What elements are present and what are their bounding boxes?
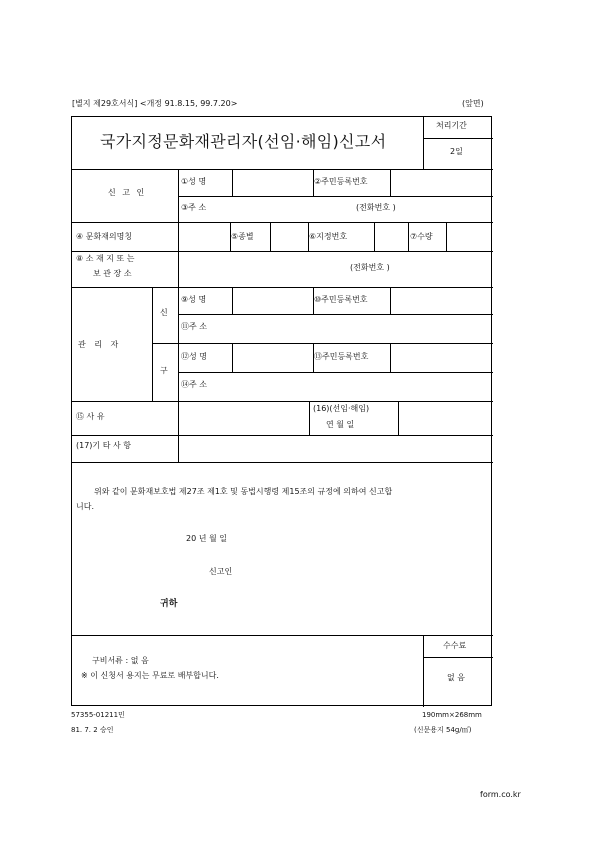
declaration-line2: 니다. — [76, 502, 94, 511]
new-manager-id-label: ⑩주민등록번호 — [314, 295, 368, 304]
location-phone-label: (전화번호 ) — [350, 263, 390, 272]
reporter-name-field[interactable] — [232, 169, 312, 195]
declaration-addressee: 귀하 — [160, 599, 178, 609]
old-manager-id-label: ⑬주민등록번호 — [314, 352, 369, 361]
appointment-date-label-line1: (16)(선임·해임) — [313, 404, 370, 413]
page-side: (앞면) — [462, 99, 484, 108]
manager-old-label: 구 — [160, 366, 168, 375]
form-title: 국가지정문화재관리자(선임·해임)신고서 — [100, 132, 387, 151]
paper-size: 190mm×268mm — [422, 711, 482, 719]
new-manager-name-label: ⑨성 명 — [181, 295, 207, 304]
reporter-name-label: ①성 명 — [181, 177, 207, 186]
required-documents: 구비서류 : 없 음 — [92, 656, 149, 665]
declaration-date: 20 년 월 일 — [186, 534, 227, 543]
approval-date: 81. 7. 2 승인 — [71, 726, 114, 734]
heritage-type-label: ⑤종별 — [231, 232, 254, 241]
declaration-reporter: 신고인 — [209, 567, 233, 576]
heritage-name-label: ④ 문화재의명칭 — [76, 232, 133, 241]
processing-period-label: 처리기간 — [436, 121, 467, 130]
declaration-line1: 위와 같이 문화재보호법 제27조 제1호 및 동법시행령 제15조의 규정에 의하여 신고합 — [94, 487, 393, 496]
reporter-id-label: ②주민등록번호 — [314, 177, 368, 186]
fee-value: 없 음 — [447, 673, 465, 682]
old-manager-address-label: ⑭주 소 — [181, 380, 207, 389]
site-watermark: form.co.kr — [480, 790, 521, 799]
reason-label: ⑮ 사 유 — [76, 412, 105, 421]
form-number: 57355-01211민 — [71, 711, 125, 719]
location-label-line2: 보 관 장 소 — [93, 269, 132, 278]
paper-type: (신문용지 54g/㎡) — [414, 726, 472, 734]
location-label-line1: ⑧ 소 재 지 또 는 — [76, 254, 135, 263]
reporter-phone-label: (전화번호 ) — [356, 203, 396, 212]
old-manager-name-label: ⑫성 명 — [181, 352, 207, 361]
fee-label: 수수료 — [443, 641, 467, 650]
other-matters-label: (17)기 타 사 항 — [76, 441, 131, 450]
heritage-number-label: ⑥지정번호 — [309, 232, 348, 241]
appointment-date-label-line2: 연 월 일 — [326, 420, 355, 429]
free-form-note: ※ 이 신청서 용지는 무료로 배부합니다. — [81, 671, 219, 680]
report-form — [71, 116, 492, 706]
processing-period-value: 2일 — [450, 147, 463, 156]
new-manager-address-label: ⑪주 소 — [181, 322, 207, 331]
heritage-quantity-label: ⑦수량 — [410, 232, 433, 241]
reporter-id-field[interactable] — [390, 169, 490, 195]
form-code: [별지 제29호서식] <개정 91.8.15, 99.7.20> — [72, 99, 238, 108]
reporter-address-label: ③주 소 — [181, 203, 207, 212]
manager-new-label: 신 — [160, 308, 168, 317]
manager-label: 관 리 자 — [78, 340, 119, 349]
reporter-label: 신 고 인 — [108, 188, 145, 197]
